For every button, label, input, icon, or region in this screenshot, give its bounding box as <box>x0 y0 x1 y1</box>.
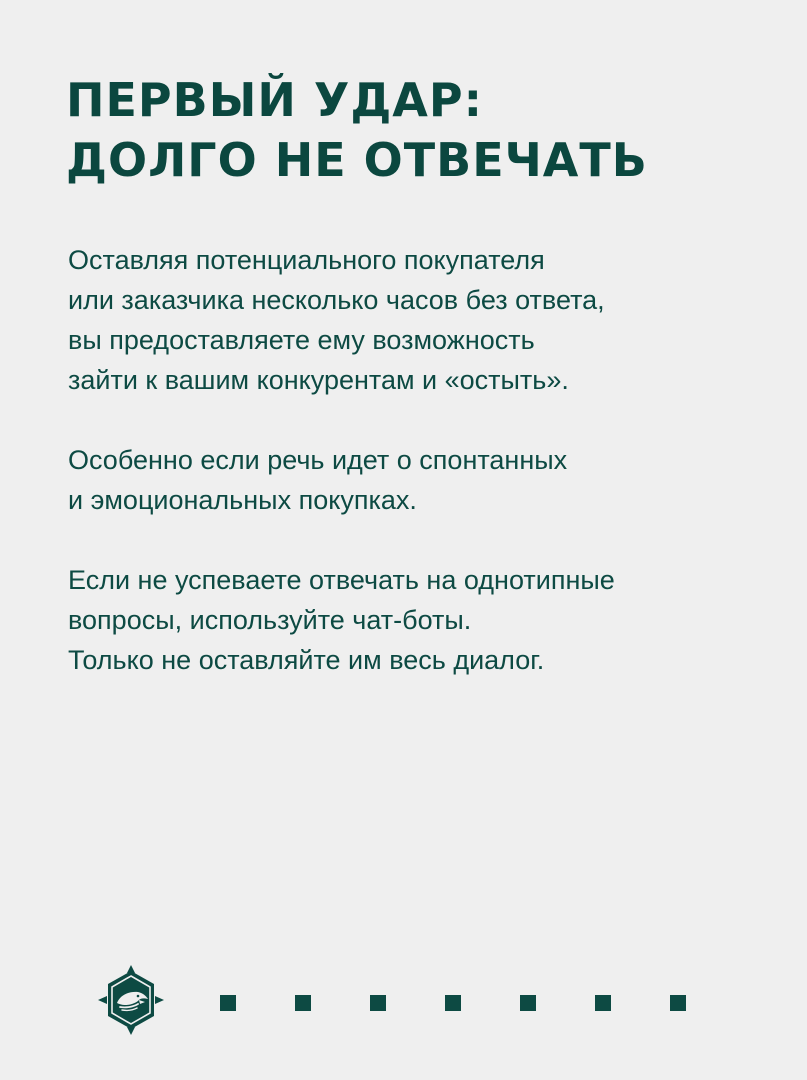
title-line-1: ПЕРВЫЙ УДАР: <box>66 73 484 127</box>
paragraph-line: вопросы, используйте чат-боты. <box>68 605 472 635</box>
paragraph-2 <box>68 440 768 520</box>
paragraph-line: Оставляя потенциального покупателя <box>68 245 545 275</box>
paragraph-line: или заказчика несколько часов без ответа, <box>68 285 605 315</box>
page-indicator-dot <box>220 995 236 1011</box>
title-line-2: ДОЛГО НЕ ОТВЕЧАТЬ <box>66 133 648 187</box>
paragraph-3 <box>68 560 768 680</box>
page-indicator-dot <box>670 995 686 1011</box>
paragraph-line: Особенно если речь идет о спонтанных <box>68 445 568 475</box>
eagle-badge-icon <box>98 965 164 1035</box>
page-indicator-dot <box>595 995 611 1011</box>
paragraph-line: вы предоставляете ему возможность <box>68 325 535 355</box>
paragraph-1 <box>68 240 768 400</box>
page-indicator-dot <box>445 995 461 1011</box>
slide-footer <box>0 965 807 1037</box>
paragraph-line: Если не успеваете отвечать на однотипные <box>68 565 615 595</box>
page-indicator-dot <box>295 995 311 1011</box>
slide-title <box>66 70 648 190</box>
paragraph-line: Только не оставляйте им весь диалог. <box>68 645 545 675</box>
slide-body <box>68 240 768 720</box>
page-indicator-dot <box>520 995 536 1011</box>
page-indicator-dot <box>370 995 386 1011</box>
paragraph-line: зайти к вашим конкурентам и «остыть». <box>68 365 569 395</box>
paragraph-line: и эмоциональных покупках. <box>68 485 417 515</box>
